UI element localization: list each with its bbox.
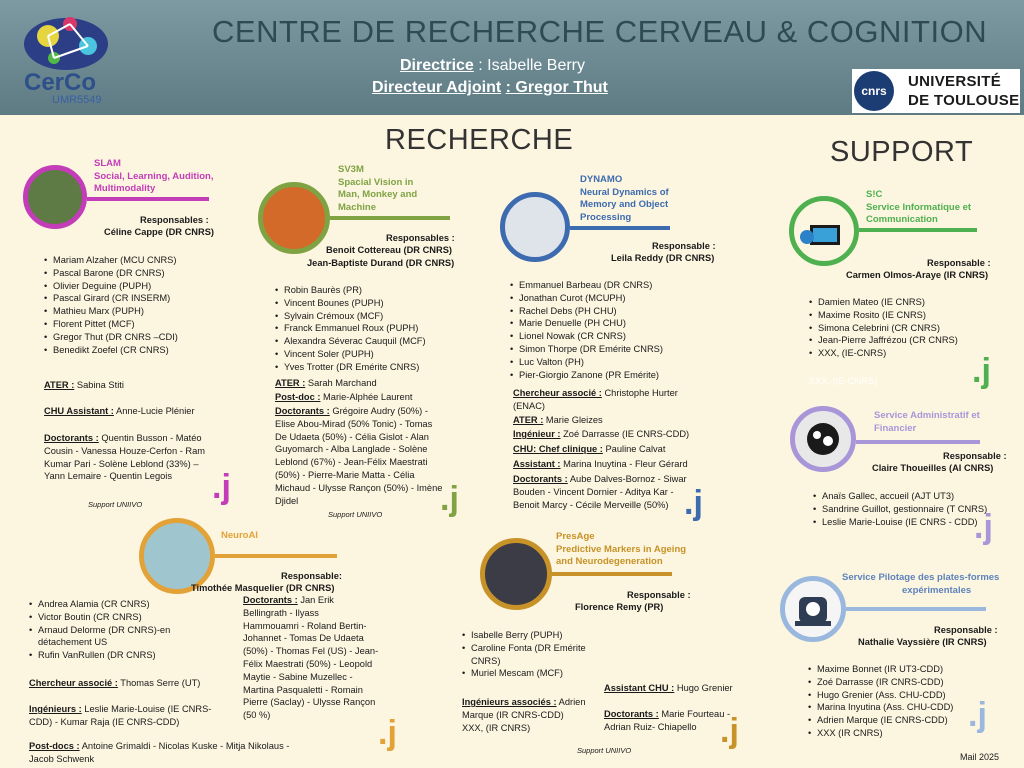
slam-resp-label: Responsables : — [140, 215, 209, 225]
slam-title: SLAM Social, Learning, Audition, Multimodality — [94, 158, 214, 194]
neuroai-bar — [215, 554, 337, 558]
neuroai-resp: Timothée Masquelier (DR CNRS) — [191, 583, 335, 593]
pilot-members: • Maxime Bonnet (IR UT3-CDD) • Zoé Darrasse (IR CNRS-CDD) • Hugo Grenier (Ass. CHU-CDD) • Marina Inyutina (Ass. CHU-CDD) • Adrien Marque (IE CNRS-CDD) • XXX (IR CNRS) — [808, 663, 953, 740]
neuroai-title: NeuroAI — [221, 530, 258, 541]
directrice-line: Directrice : Isabelle Berry — [400, 57, 585, 74]
presage-ing: Ingénieurs associés : Adrien Marque (IR CNRS-CDD) XXX, (IR CNRS) — [462, 697, 586, 733]
presage-resp: Florence Remy (PR) — [575, 602, 664, 612]
sv3m-icon — [258, 182, 330, 254]
slam-support: Support UNIIVO — [88, 500, 143, 509]
sv3m-ater: ATER : Sarah Marchand — [275, 378, 377, 388]
pilot-icon — [780, 576, 846, 642]
sic-j-mark: .j — [972, 352, 991, 390]
sv3m-bar — [330, 216, 450, 220]
admin-icon — [790, 406, 856, 472]
admin-resp-label: Responsable : — [943, 451, 1007, 461]
sic-resp: Carmen Olmos-Araye (IR CNRS) — [846, 270, 989, 280]
sv3m-members: • Robin Baurès (PR) • Vincent Bounes (PUPH) • Sylvain Crémoux (MCF) • Franck Emmanuel Roux (PUPH) • Alexandra Séverac Cauquil (MCF) • Vincent Soler (PUPH) • Yves Trotter (DR Emérite CNRS) — [275, 284, 426, 374]
neuroai-ing: Ingénieurs : Leslie Marie-Louise (IE CNRS- CDD) - Kumar Raja (IE CNRS-CDD) — [29, 704, 212, 727]
cnrs-logo: cnrs — [854, 71, 894, 111]
dynamo-ater: ATER : Marie Gleizes — [513, 415, 603, 425]
dynamo-assist: Assistant : Marina Inuytina - Fleur Gérard — [513, 459, 688, 469]
sic-icon — [789, 196, 859, 266]
neuroai-j-mark: .j — [378, 714, 397, 752]
adjoint-line: Directeur Adjoint : Gregor Thut — [372, 79, 608, 96]
dynamo-j-mark: .j — [684, 484, 703, 522]
sic-title: S!C Service Informatique et Communication — [866, 189, 972, 225]
dynamo-bar — [570, 226, 670, 230]
slam-j-mark: .j — [212, 468, 231, 506]
sv3m-doctorants: Doctorants : Grégoire Audry (50%) - Elise Abou-Mirad (50% Tonic) - Tomas De Udaeta (50%) - Célia Gislot - Alan Guyomarch - Alba Langlade - Solène Leblond (67%) - Jean-Félix Maestrati (50%) - Pierre-Marie Matta - Célia Michaud - Ulysse Rançon (50%) - Imène Djidel — [275, 406, 443, 506]
pilot-resp: Nathalie Vayssière (IR CNRS) — [858, 637, 987, 647]
slam-icon — [23, 165, 87, 229]
admin-resp: Claire Thoueilles (AI CNRS) — [872, 463, 994, 473]
presage-members: • Isabelle Berry (PUPH) • Caroline Fonta (DR Emérite CNRS) • Muriel Mescam (MCF) — [462, 629, 586, 680]
sv3m-resp-label: Responsables : — [386, 233, 455, 243]
dynamo-ing: Ingénieur : Zoé Darrasse (IE CNRS-CDD) — [513, 429, 690, 439]
presage-j-mark: .j — [720, 712, 739, 750]
presage-icon — [480, 538, 552, 610]
dynamo-title: DYNAMO Neural Dynamics of Memory and Object Processing — [580, 174, 669, 223]
slam-ater: ATER : Sabina Stiti — [44, 380, 124, 390]
sv3m-support: Support UNIIVO — [328, 510, 383, 519]
footer-date: Mail 2025 — [960, 752, 1000, 762]
sv3m-resp2: Jean-Baptiste Durand (DR CNRS) — [307, 258, 455, 268]
neuroai-assoc: Chercheur associé : Thomas Serre (UT) — [29, 678, 201, 688]
presage-assist: Assistant CHU : Hugo Grenier — [604, 683, 733, 693]
sic-members: • Damien Mateo (IE CNRS) • Maxime Rosito (IE CNRS) • Simona Celebrini (CR CNRS) • Jean-Pierre Jaffrézou (CR CNRS) • XXX, (IE-CNRS) — [809, 296, 958, 360]
neuroai-doctorants: Doctorants : Jan Erik Bellingrath - Ilyass Hammouamri - Roland Bertin- Johannet - Tomas De Udaeta (50%) - Thomas Fel (US) - Jean- Félix Maestrati (50%) - Leopold Maytie - Sabine Muzellec - Martina Pasqualetti - Romain Pierre (Saclay) - Ulysse Rançon (50 %) — [243, 595, 379, 721]
admin-j-mark: .j — [974, 508, 993, 546]
sic-ghost-text: XXX, (IE-CNRS) — [809, 376, 878, 386]
dynamo-chu: CHU: Chef clinique : Pauline Calvat — [513, 444, 666, 454]
pilot-j-mark: .j — [968, 696, 987, 734]
support-heading: SUPPORT — [830, 136, 974, 168]
presage-title: PresAge Predictive Markers in Ageing and Neurodegeneration — [556, 531, 687, 567]
univ-line1: UNIVERSITÉ — [908, 73, 1002, 90]
dynamo-resp: Leila Reddy (DR CNRS) — [611, 253, 715, 263]
slam-doctorants: Doctorants : Quentin Busson - Matéo Cousin - Vanessa Houze-Cerfon - Ram Kumar Pari - Solène Leblond (33%) – Yann Lemaire - Quentin Legois — [44, 433, 206, 482]
page-title: CENTRE DE RECHERCHE CERVEAU & COGNITION — [212, 14, 988, 49]
pilot-title: Service Pilotage des plates-formes expérimentales — [842, 572, 1000, 596]
sv3m-postdoc: Post-doc : Marie-Alphée Laurent — [275, 392, 413, 402]
presage-doctorants: Doctorants : Marie Fourteau - Adrian Ruiz- Chiapello — [604, 709, 731, 732]
dynamo-resp-label: Responsable : — [652, 241, 716, 251]
admin-title: Service Administratif et Financier — [874, 410, 980, 434]
presage-resp-label: Responsable : — [627, 590, 691, 600]
dynamo-icon — [500, 192, 570, 262]
neuroai-members: • Andrea Alamia (CR CNRS) • Victor Boutin (CR CNRS) • Arnaud Delorme (DR CNRS)-en détachement US • Rufin VanRullen (DR CNRS) — [29, 598, 170, 662]
recherche-heading: RECHERCHE — [385, 124, 574, 156]
sv3m-title: SV3M Spacial Vision in Man, Monkey and Machine — [338, 164, 418, 213]
dynamo-assoc: Chercheur associé : Christophe Hurter (ENAC) — [513, 388, 678, 411]
slam-resp: Céline Cappe (DR CNRS) — [104, 227, 215, 237]
presage-bar — [552, 572, 672, 576]
pilot-bar — [846, 607, 986, 611]
sic-resp-label: Responsable : — [927, 258, 991, 268]
logo-text: CerCo — [24, 69, 97, 96]
univ-line2: DE TOULOUSE — [908, 92, 1020, 109]
slam-chu: CHU Assistant : Anne-Lucie Plénier — [44, 406, 195, 416]
dynamo-doctorants: Doctorants : Aube Dalves-Bornoz - Siwar Bouden - Vincent Dornier - Aditya Kar - Benoit Marcy - Cécile Merveille (50%) — [513, 474, 687, 510]
dynamo-members: • Emmanuel Barbeau (DR CNRS) • Jonathan Curot (MCUPH) • Rachel Debs (PH CHU) • Marie Denuelle (PH CHU) • Lionel Nowak (CR CNRS) • Simon Thorpe (DR Emérite CNRS) • Luc Valton (PH) • Pier-Giorgio Zanone (PR Emérite) — [510, 279, 663, 381]
admin-bar — [856, 440, 980, 444]
neuroai-resp-label: Responsable: — [281, 571, 342, 581]
sv3m-resp1: Benoit Cottereau (DR CNRS) — [326, 245, 453, 255]
admin-members: • Anaïs Gallec, accueil (AJT UT3) • Sandrine Guillot, gestionnaire (T CNRS) • Leslie Marie-Louise (IE CNRS - CDD) — [813, 490, 987, 528]
presage-support: Support UNIIVO — [577, 746, 632, 755]
sic-bar — [859, 228, 977, 232]
sv3m-j-mark: .j — [440, 480, 459, 518]
slam-bar — [87, 197, 209, 201]
neuroai-postdocs: Post-docs : Antoine Grimaldi - Nicolas Kuske - Mitja Nikolaus - Jacob Schwenk — [29, 741, 290, 764]
pilot-resp-label: Responsable : — [934, 625, 998, 635]
logo-subtext: UMR5549 — [52, 94, 102, 106]
slam-members: • Mariam Alzaher (MCU CNRS) • Pascal Barone (DR CNRS) • Olivier Deguine (PUPH) • Pascal Girard (CR INSERM) • Mathieu Marx (PUPH) • Florent Pittet (MCF) • Gregor Thut (DR CNRS –CDI) • Benedikt Zoefel (CR CNRS) — [44, 254, 178, 356]
